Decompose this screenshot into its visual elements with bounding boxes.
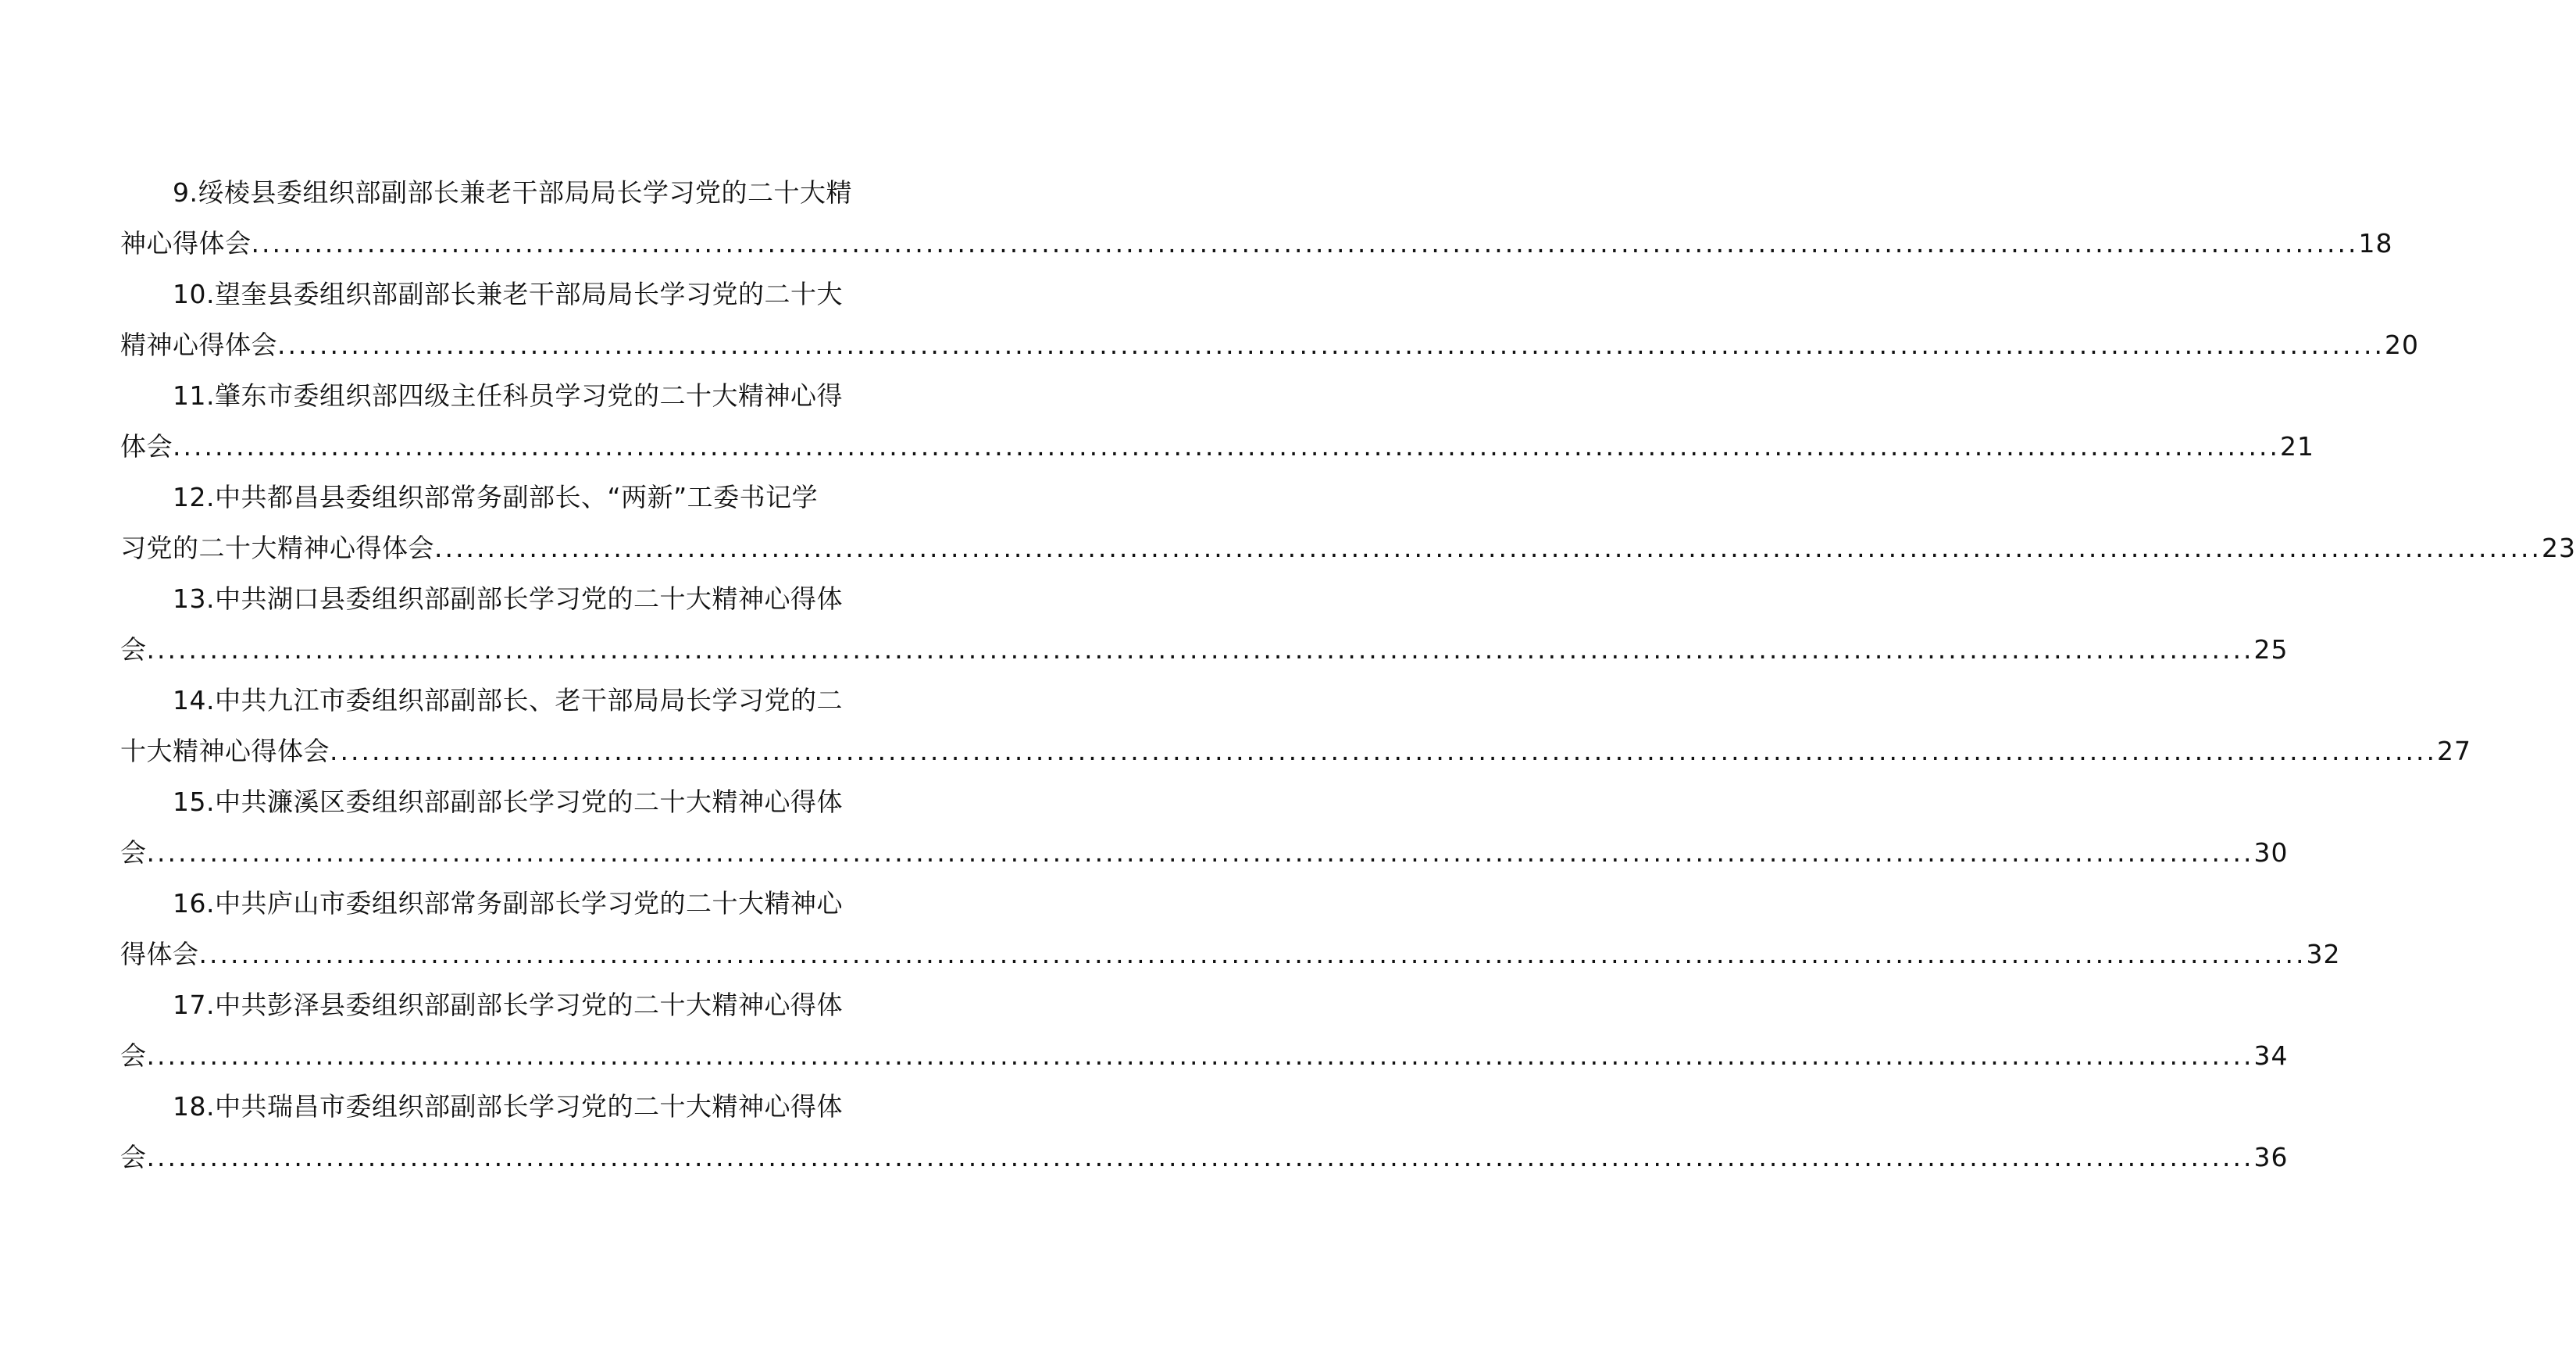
toc-entry-title-tail: 精神心得体会 [120, 330, 277, 360]
dot-leader: ........................................................................................................................................................................................................ [251, 228, 2359, 259]
toc-entry-leader-line [120, 624, 2289, 675]
toc-entry-leader-line [120, 1030, 2289, 1081]
dot-leader: ........................................................................................................................................................................................................ [146, 1142, 2254, 1172]
dot-leader: ........................................................................................................................................................................................................ [146, 634, 2254, 665]
toc-entry-title-tail: 会 [120, 1040, 147, 1071]
toc-entry-leader-line [120, 929, 2341, 979]
toc-entry-title-tail: 神心得体会 [120, 228, 252, 259]
toc-entry-title: 10.望奎县委组织部副部长兼老干部局局长学习党的二十大 [173, 279, 843, 309]
toc-entry-title: 12.中共都昌县委组织部常务副部长、“两新”工委书记学 [173, 482, 819, 512]
toc-page-number: 25 [2253, 634, 2289, 665]
dot-leader: ........................................................................................................................................................................................................ [146, 837, 2254, 868]
toc-entry-title: 11.肇东市委组织部四级主任科员学习党的二十大精神心得 [173, 380, 843, 411]
dot-leader: ........................................................................................................................................................................................................ [198, 939, 2307, 969]
toc-page-number: 32 [2306, 939, 2341, 969]
toc-entry-title-tail: 会 [120, 1142, 147, 1172]
toc-entry-12[interactable] [120, 472, 2576, 573]
toc-page-number: 27 [2436, 736, 2471, 766]
toc-page-number: 23 [2541, 533, 2576, 563]
toc-page-number: 34 [2253, 1040, 2289, 1071]
toc-entry-leader-line [120, 1132, 2289, 1183]
toc-entry-title-tail: 体会 [120, 431, 173, 462]
toc-entry-9[interactable] [120, 167, 2393, 269]
toc-page-number: 21 [2279, 431, 2314, 462]
toc-page-number: 36 [2253, 1142, 2289, 1172]
dot-leader: ........................................................................................................................................................................................................ [146, 1040, 2254, 1071]
toc-entry-14[interactable] [120, 675, 2471, 776]
toc-entry-title-tail: 会 [120, 634, 147, 665]
toc-entry-leader-line [120, 827, 2289, 878]
toc-entry-title: 18.中共瑞昌市委组织部副部长学习党的二十大精神心得体 [173, 1091, 843, 1122]
toc-page-number: 20 [2384, 330, 2419, 360]
dot-leader: ........................................................................................................................................................................................................ [277, 330, 2385, 360]
toc-entry-17[interactable] [120, 979, 2289, 1081]
toc-entry-leader-line [120, 726, 2471, 776]
table-of-contents [120, 167, 2576, 1183]
toc-entry-title: 17.中共彭泽县委组织部副部长学习党的二十大精神心得体 [173, 990, 843, 1020]
toc-entry-title-tail: 会 [120, 837, 147, 868]
toc-entry-leader-line [120, 421, 2314, 472]
toc-page-number: 18 [2358, 228, 2393, 259]
toc-entry-title: 13.中共湖口县委组织部副部长学习党的二十大精神心得体 [173, 583, 843, 614]
toc-entry-title: 15.中共濂溪区委组织部副部长学习党的二十大精神心得体 [173, 787, 843, 817]
toc-entry-title-tail: 十大精神心得体会 [120, 736, 330, 766]
dot-leader: ........................................................................................................................................................................................................ [434, 533, 2542, 563]
toc-entry-13[interactable] [120, 573, 2289, 675]
toc-entry-10[interactable] [120, 269, 2419, 370]
dot-leader: ........................................................................................................................................................................................................ [330, 736, 2437, 766]
toc-entry-title: 14.中共九江市委组织部副部长、老干部局局长学习党的二 [173, 685, 843, 715]
toc-entry-title: 9.绥棱县委组织部副部长兼老干部局局长学习党的二十大精 [173, 177, 852, 208]
dot-leader: ........................................................................................................................................................................................................ [173, 431, 2280, 462]
toc-entry-title-tail: 得体会 [120, 939, 199, 969]
toc-entry-18[interactable] [120, 1081, 2289, 1183]
toc-entry-title: 16.中共庐山市委组织部常务副部长学习党的二十大精神心 [173, 888, 843, 919]
toc-entry-leader-line [120, 523, 2576, 573]
toc-entry-title-tail: 习党的二十大精神心得体会 [120, 533, 434, 563]
toc-entry-leader-line [120, 218, 2393, 269]
toc-entry-16[interactable] [120, 878, 2341, 979]
toc-page-number: 30 [2253, 837, 2289, 868]
toc-entry-leader-line [120, 319, 2419, 370]
toc-entry-15[interactable] [120, 776, 2289, 878]
toc-entry-11[interactable] [120, 370, 2314, 472]
